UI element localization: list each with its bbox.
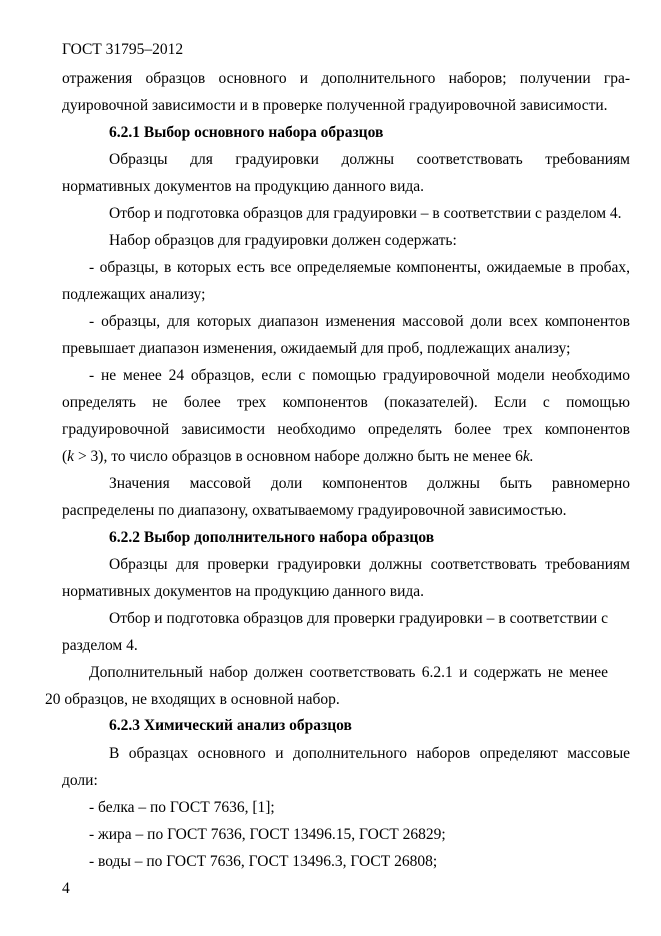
- math-variable-k: k.: [522, 448, 534, 465]
- text-line: 20 образцов, не входящих в основной набор.: [45, 691, 340, 708]
- page-number: 4: [62, 880, 70, 897]
- list-item-line: - белка – по ГОСТ 7636, [1];: [89, 799, 275, 816]
- text-line: отражения образцов основного и дополнительного наборов; получении гра-: [62, 70, 630, 87]
- text-line: нормативных документов на продукцию данного вида.: [62, 583, 425, 600]
- text-line: [62, 447, 630, 467]
- text-line: Дополнительный набор должен соответствовать 6.2.1 и содержать не менее: [89, 664, 608, 681]
- list-item-line: - образцы, в которых есть все определяемые компоненты, ожидаемые в пробах,: [89, 259, 630, 276]
- list-item-line: - не менее 24 образцов, если с помощью градуировочной модели необходимо: [89, 367, 630, 384]
- text-line: превышает диапазон изменения, ожидаемый для проб, подлежащих анализу;: [62, 340, 571, 357]
- text-line: дуировочной зависимости и в проверке полученной градуировочной зависимости.: [62, 97, 608, 114]
- text-line: подлежащих анализу;: [62, 286, 206, 303]
- section-heading-6-2-2: 6.2.2 Выбор дополнительного набора образцов: [109, 529, 435, 546]
- text-fragment: (: [62, 448, 68, 465]
- text-line: Отбор и подготовка образцов для градуировки – в соответствии с разделом 4.: [109, 205, 622, 222]
- section-heading-6-2-1: 6.2.1 Выбор основного набора образцов: [109, 124, 384, 141]
- text-line: Образцы для проверки градуировки должны соответствовать требованиям: [109, 556, 630, 573]
- page-header: ГОСТ 31795–2012: [62, 41, 184, 58]
- text-line: распределены по диапазону, охватываемому градуировочной зависимостью.: [62, 502, 567, 519]
- text-line: определять не более трех компонентов (показателей). Если с помощью: [62, 394, 630, 411]
- section-heading-6-2-3: 6.2.3 Химический анализ образцов: [109, 717, 352, 734]
- list-item-line: - образцы, для которых диапазон изменения массовой доли всех компонентов: [89, 313, 630, 330]
- text-line: Значения массовой доли компонентов должны быть равномерно: [109, 475, 630, 492]
- text-line: доли:: [62, 772, 98, 789]
- list-item-line: - жира – по ГОСТ 7636, ГОСТ 13496.15, ГОСТ 26829;: [89, 826, 446, 843]
- text-line: Отбор и подготовка образцов для проверки градуировки – в соответствии с: [109, 610, 608, 627]
- text-fragment: > 3), то число образцов в основном наборе должно быть не менее 6: [74, 448, 523, 465]
- text-line: Набор образцов для градуировки должен содержать:: [109, 232, 457, 249]
- math-variable-k: k: [67, 448, 75, 465]
- text-line: Образцы для градуировки должны соответствовать требованиям: [109, 151, 630, 168]
- list-item-line: - воды – по ГОСТ 7636, ГОСТ 13496.3, ГОСТ 26808;: [89, 853, 438, 870]
- text-line: разделом 4.: [62, 637, 138, 654]
- text-line: градуировочной зависимости необходимо определять более трех компонентов: [62, 421, 630, 438]
- text-line: В образцах основного и дополнительного наборов определяют массовые: [109, 745, 630, 762]
- text-line: нормативных документов на продукцию данного вида.: [62, 178, 425, 195]
